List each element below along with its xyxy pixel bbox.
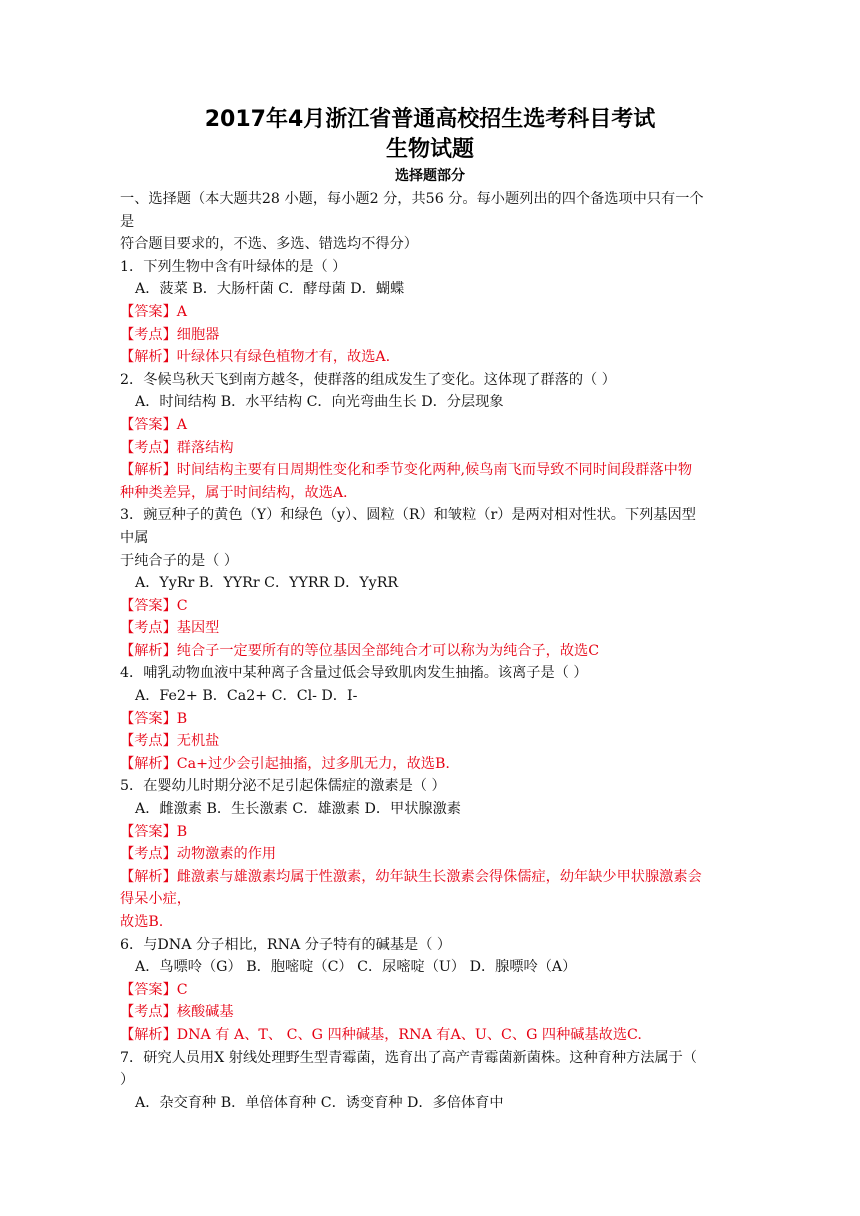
question-line: 3．豌豆种子的黄色（Y）和绿色（y）、圆粒（R）和皱粒（r）是两对相对性状。下列基因型 xyxy=(120,507,696,524)
answer-line: 【考点】细胞器 xyxy=(120,326,220,343)
answer-line: 【考点】无机盐 xyxy=(120,733,220,750)
document-subtitle: 生物试题 xyxy=(385,137,474,162)
answer-line: 【考点】核酸碱基 xyxy=(120,1004,234,1021)
answer-line: 【答案】A xyxy=(120,303,187,320)
question-line: 2．冬候鸟秋天飞到南方越冬，使群落的组成发生了变化。这体现了群落的（ ） xyxy=(120,371,616,388)
answer-line: 【解析】Ca+过少会引起抽搐，过多肌无力，故选B. xyxy=(120,755,450,772)
answer-line: 【解析】叶绿体只有绿色植物才有，故选A. xyxy=(120,349,391,366)
answer-line: 故选B. xyxy=(120,914,164,930)
question-line: 6．与DNA 分子相比，RNA 分子特有的碱基是（ ） xyxy=(120,936,452,953)
answer-line: 种种类差异，属于时间结构，故选A. xyxy=(120,484,348,501)
question-line: ） xyxy=(120,1072,135,1089)
answer-line: 【考点】基因型 xyxy=(120,620,220,637)
answer-line: 【考点】动物激素的作用 xyxy=(120,846,277,863)
options-line: A．菠菜 B．大肠杆菌 C．酵母菌 D．蝴蝶 xyxy=(135,281,405,298)
answer-line: 【解析】时间结构主要有日周期性变化和季节变化两种,候鸟南飞而导致不同时间段群落中物 xyxy=(120,462,693,479)
answer-line: 【考点】群落结构 xyxy=(120,439,234,456)
options-line: A．鸟嘌呤（G） B．胞嘧啶（C） C．尿嘧啶（U） D．腺嘌呤（A） xyxy=(135,959,577,976)
question-line: 5．在婴幼儿时期分泌不足引起侏儒症的激素是（ ） xyxy=(120,778,446,795)
question-line: 符合题目要求的，不选、多选、错选均不得分） xyxy=(120,236,418,253)
answer-line: 【答案】A xyxy=(120,416,187,433)
answer-line: 【解析】DNA 有 A、T、 C、G 四种碱基，RNA 有A、U、C、G 四种碱基故选C. xyxy=(120,1026,642,1043)
question-content xyxy=(120,188,742,1114)
document-title: 2017年4月浙江省普通高校招生选考科目考试 xyxy=(204,107,656,132)
question-line: 中属 xyxy=(120,529,149,546)
question-line: 是 xyxy=(120,213,135,230)
answer-line: 【解析】雌激素与雄激素均属于性激素，幼年缺生长激素会得侏儒症，幼年缺少甲状腺激素会 xyxy=(120,868,702,885)
answer-line: 【答案】C xyxy=(120,981,188,998)
answer-line: 得呆小症， xyxy=(120,891,191,908)
options-line: A．杂交育种 B．单倍体育种 C．诱变育种 D．多倍体育中 xyxy=(135,1094,504,1111)
answer-line: 【答案】B xyxy=(120,823,188,840)
options-line: A．YyRr B．YYRr C．YYRR D．YyRR xyxy=(135,575,399,592)
question-line: 7．研究人员用X 射线处理野生型青霉菌，选育出了高产青霉菌新菌株。这种育种方法属于（ xyxy=(120,1049,697,1066)
answer-line: 【答案】C xyxy=(120,597,188,614)
options-line: A．雌激素 B．生长激素 C．雄激素 D．甲状腺激素 xyxy=(135,801,461,818)
options-line: A．时间结构 B．水平结构 C．向光弯曲生长 D．分层现象 xyxy=(135,394,504,411)
question-line: 1．下列生物中含有叶绿体的是（ ） xyxy=(120,258,347,275)
section-heading: 选择题部分 xyxy=(395,168,465,184)
question-line: 一、选择题（本大题共28 小题，每小题2 分，共56 分。每小题列出的四个备选项中只有一个 xyxy=(120,191,704,207)
answer-line: 【答案】B xyxy=(120,710,188,727)
answer-line: 【解析】纯合子一定要所有的等位基因全部纯合才可以称为为纯合子，故选C xyxy=(120,642,600,659)
options-line: A．Fe2+ B．Ca2+ C．Cl- D．I- xyxy=(135,688,358,705)
question-line: 于纯合子的是（ ） xyxy=(120,552,239,569)
question-line: 4．哺乳动物血液中某种离子含量过低会导致肌肉发生抽搐。该离子是（ ） xyxy=(120,665,588,682)
